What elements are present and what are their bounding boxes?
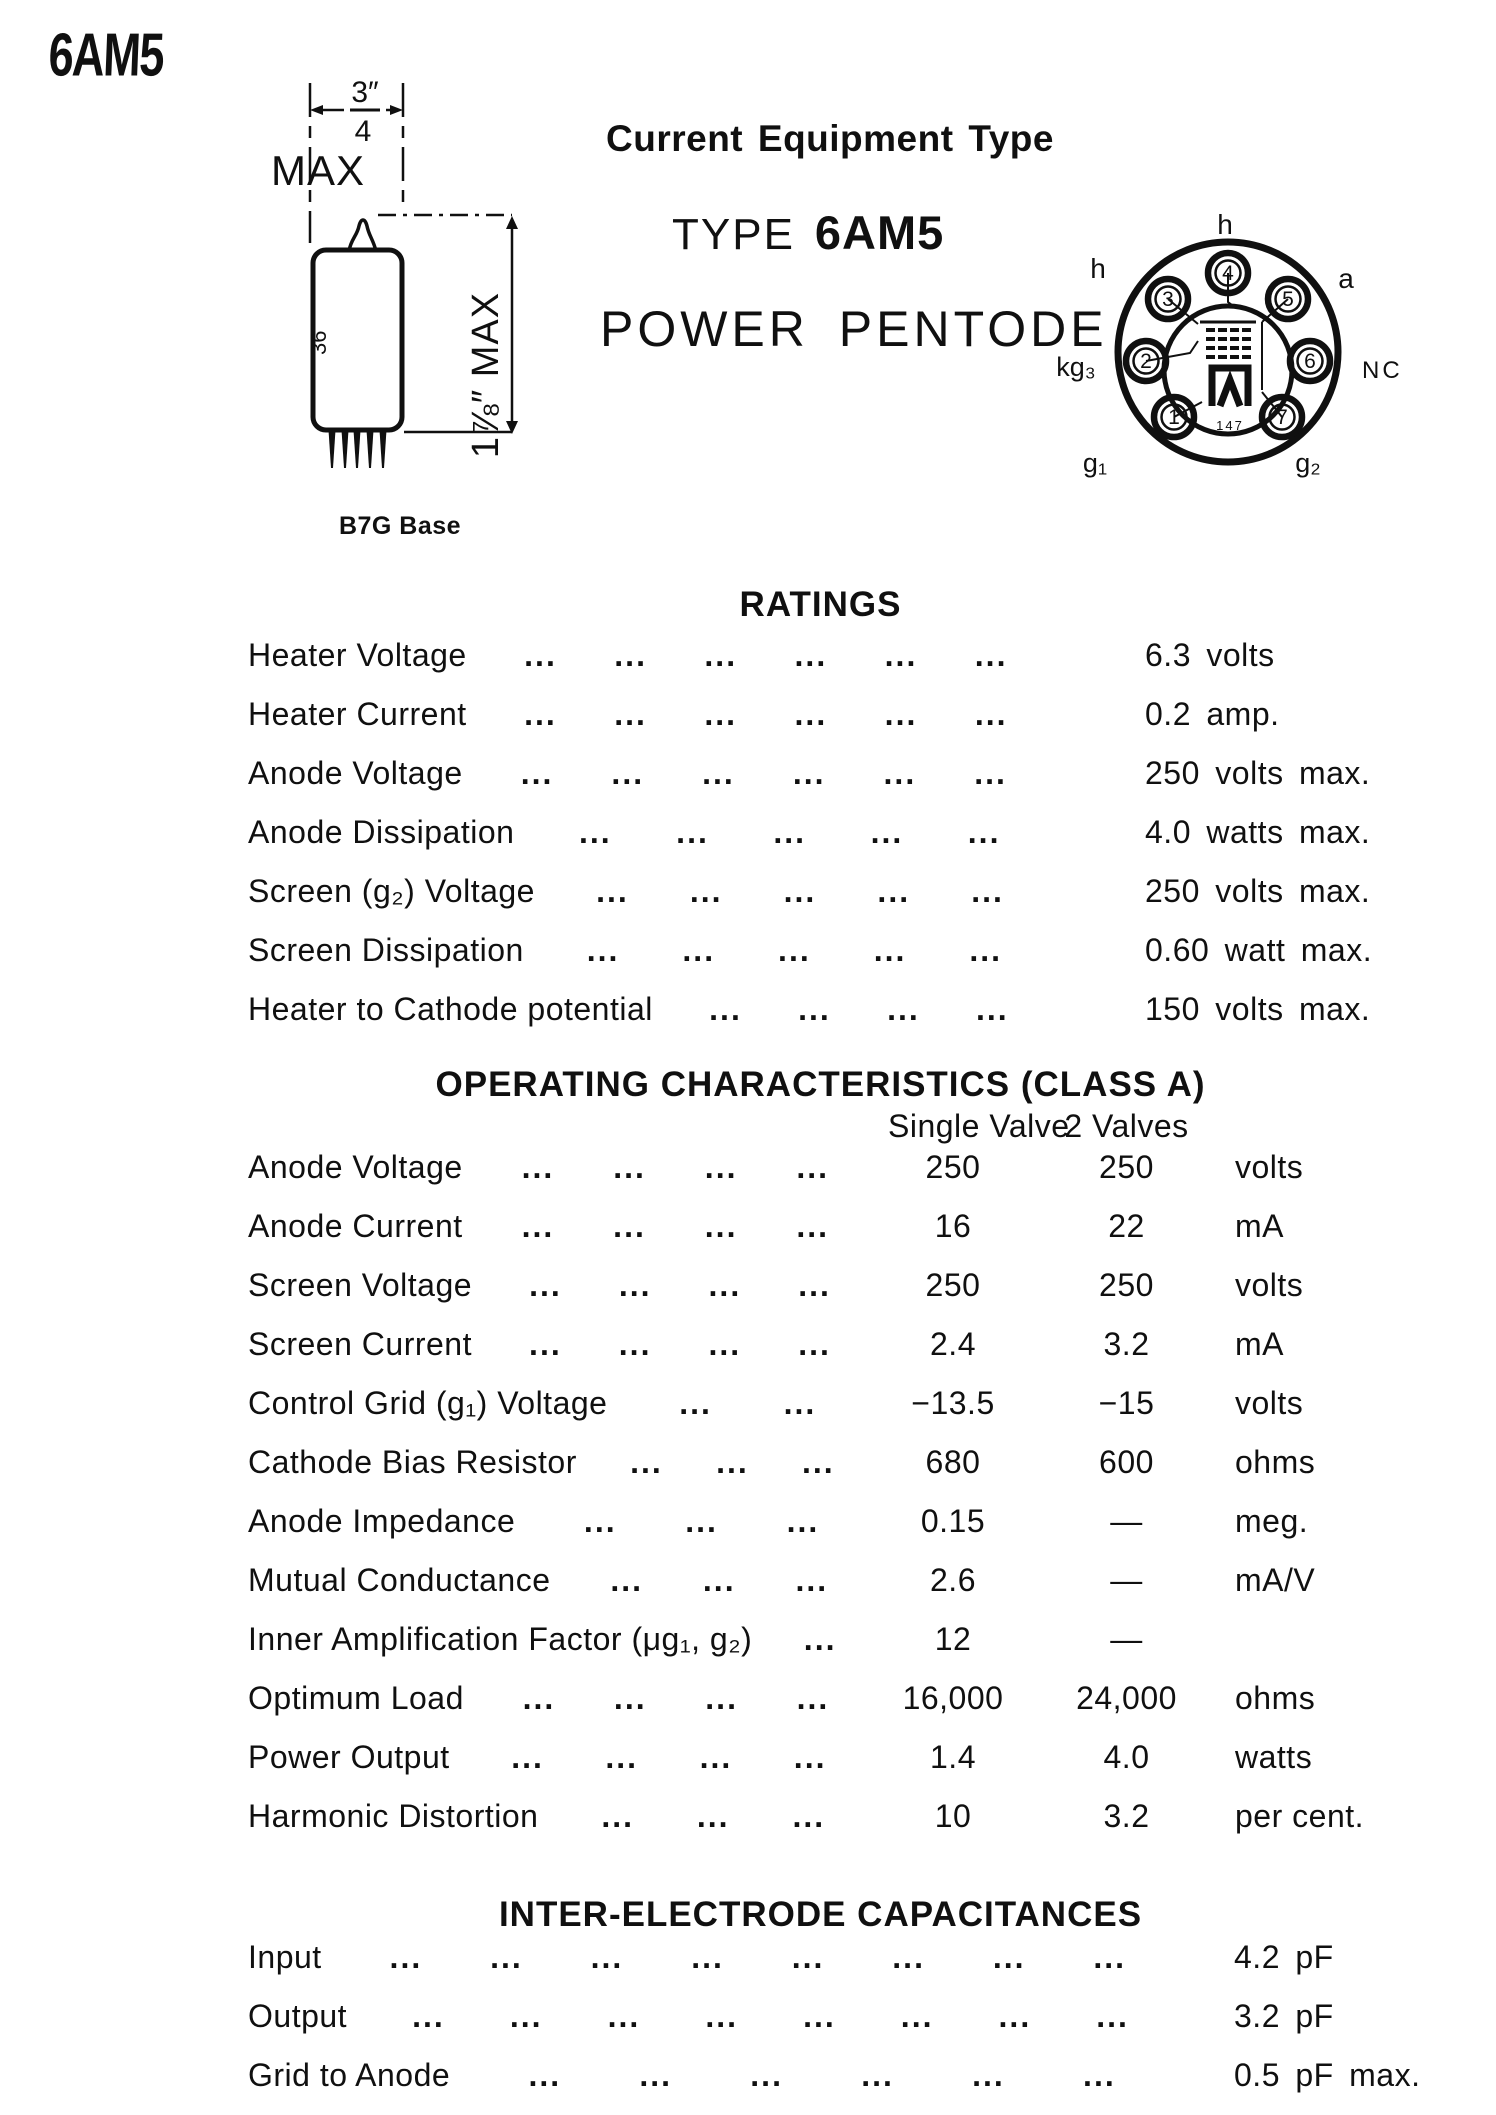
row-label: Output [248, 1998, 348, 2034]
row-label: Anode Current [248, 1208, 463, 1244]
dot-leader: ... [783, 1385, 817, 1421]
dot-leader: ... [590, 1939, 624, 1975]
capacitances-table [248, 1938, 1445, 2094]
row-value: 250 volts max. [1145, 873, 1371, 909]
pin-number: 5 [1282, 288, 1294, 311]
dot-leader: ... [861, 2057, 894, 2093]
dot-leader: ... [613, 1208, 646, 1244]
row-two_valves: 250 [1099, 1149, 1154, 1185]
pin-number: 1 [1168, 406, 1180, 429]
dot-leader: ... [971, 873, 1004, 909]
row-two_valves: — [1110, 1562, 1143, 1598]
dot-leader: ... [691, 1939, 724, 1975]
base-caption: B7G Base [338, 512, 462, 540]
dot-leaders [467, 636, 1065, 674]
table-row [248, 2056, 1445, 2094]
dot-leaders [467, 695, 1065, 733]
row-label: Heater to Cathode potential [248, 991, 653, 1027]
dot-leader: ... [696, 1798, 730, 1834]
dot-leader: ... [873, 932, 907, 968]
row-label: Grid to Anode [248, 2057, 451, 2093]
dot-leaders [653, 990, 1065, 1028]
dot-leader: ... [795, 1562, 829, 1598]
dot-leader: ... [679, 1385, 712, 1421]
dot-leader: ... [618, 1326, 652, 1362]
pin-number: 7 [1276, 406, 1288, 429]
pin-label-heater-top: h [1217, 209, 1233, 240]
dot-leader: ... [521, 1208, 555, 1244]
pin-label-g1: g₁ [1082, 448, 1108, 478]
table-row [248, 1938, 1445, 1976]
pin-label-anode: a [1338, 263, 1354, 294]
row-label: Input [248, 1939, 322, 1975]
dot-leader: ... [613, 1149, 646, 1185]
row-single_valve: 1.4 [930, 1739, 976, 1775]
dot-leader: ... [682, 932, 716, 968]
row-single_valve: 12 [934, 1621, 972, 1657]
row-value: 6.3 volts [1145, 637, 1275, 673]
dot-leaders [450, 2056, 1194, 2094]
row-label: Anode Voltage [248, 1149, 463, 1185]
dot-leaders [472, 1266, 888, 1304]
dimension-arrow [310, 105, 323, 115]
pin-number: 3 [1162, 288, 1174, 311]
table-row [248, 990, 1445, 1028]
dot-leader: ... [796, 1208, 830, 1244]
row-label: Cathode Bias Resistor [248, 1444, 577, 1480]
pin-number: 2 [1140, 350, 1152, 373]
equipment-type-line: Current Equipment Type [606, 118, 1054, 159]
width-dim-numerator: 3″ [351, 76, 379, 109]
row-unit: volts [1235, 1385, 1304, 1421]
row-unit: mA/V [1235, 1562, 1316, 1598]
row-two_valves: −15 [1098, 1385, 1155, 1421]
row-label: Anode Impedance [248, 1503, 516, 1539]
dot-leader: ... [974, 637, 1008, 673]
dot-leader: ... [992, 1939, 1026, 1975]
operating-table [248, 1148, 1445, 1835]
dot-leader: ... [967, 814, 1001, 850]
row-label: Anode Dissipation [248, 814, 515, 850]
dot-leader: ... [750, 2057, 783, 2093]
dot-leader: ... [520, 755, 554, 791]
dot-leader: ... [613, 1680, 647, 1716]
dot-leader: ... [900, 1998, 934, 2034]
row-unit: volts [1235, 1267, 1304, 1303]
capacitances-title: INTER-ELECTRODE CAPACITANCES [498, 1895, 1143, 1934]
dot-leader: ... [778, 932, 811, 968]
dot-leader: ... [1093, 1939, 1127, 1975]
dot-leaders [515, 1502, 888, 1540]
operating-column-headers [248, 1108, 1445, 1144]
row-single_valve: −13.5 [911, 1385, 995, 1421]
pin-label-g2: g₂ [1295, 448, 1321, 478]
table-row [248, 754, 1445, 792]
dot-leader: ... [704, 696, 738, 732]
dot-leader: ... [704, 637, 738, 673]
ratings-title: RATINGS [739, 585, 902, 624]
dot-leader: ... [699, 1739, 733, 1775]
column-header-single-valve: Single Valve [888, 1108, 1070, 1144]
row-unit: mA [1235, 1208, 1284, 1244]
row-unit: meg. [1235, 1503, 1309, 1539]
row-two_valves: 4.0 [1103, 1739, 1150, 1775]
tube-outline-drawing [230, 55, 540, 490]
row-two_valves: 3.2 [1103, 1798, 1150, 1834]
dot-leaders [463, 754, 1065, 792]
dot-leader: ... [1096, 1998, 1129, 2034]
dot-leader: ... [601, 1798, 635, 1834]
dot-leader: ... [618, 1267, 652, 1303]
pin-label-cathode-g3: kg₃ [1056, 352, 1096, 382]
type-line [672, 205, 944, 260]
dot-leader: ... [705, 1680, 738, 1716]
row-single_valve: 16 [934, 1208, 972, 1244]
row-two_valves: 600 [1099, 1444, 1154, 1480]
row-label: Inner Amplification Factor (μg₁, g₂) [248, 1621, 753, 1657]
dot-leader: ... [524, 637, 557, 673]
dot-leaders [322, 1938, 1194, 1976]
row-unit: mA [1235, 1326, 1284, 1362]
row-label: Anode Voltage [248, 755, 463, 791]
dot-leaders [551, 1561, 888, 1599]
dot-leader: ... [389, 1939, 423, 1975]
row-label: Control Grid (g₁) Voltage [248, 1385, 608, 1421]
dot-leader: ... [792, 1798, 826, 1834]
dot-leader: ... [490, 1939, 523, 1975]
table-row [248, 931, 1445, 969]
pin-number: 4 [1222, 262, 1234, 285]
capacitances-section [248, 1895, 1445, 2115]
base-center-marking: 147 [1216, 418, 1244, 433]
row-value: 4.0 watts max. [1145, 814, 1371, 850]
dot-leader: ... [870, 814, 904, 850]
row-unit: watts [1235, 1739, 1313, 1775]
tube-pins [329, 430, 387, 468]
dot-leader: ... [794, 696, 828, 732]
dot-leader: ... [586, 932, 620, 968]
dot-leader: ... [708, 1267, 742, 1303]
row-label: Heater Current [248, 696, 467, 732]
row-two_valves: 250 [1099, 1267, 1154, 1303]
dot-leader: ... [704, 1208, 738, 1244]
table-row [248, 1997, 1445, 2035]
row-single_valve: 2.4 [930, 1326, 976, 1362]
table-row [248, 1620, 1445, 1658]
dot-leader: ... [689, 873, 723, 909]
pin-label-heater-left: h [1090, 253, 1106, 284]
dot-leader: ... [887, 991, 920, 1027]
dot-leader: ... [793, 1739, 827, 1775]
glass-marking: 36 [306, 330, 331, 355]
row-value: 250 volts max. [1145, 755, 1371, 791]
table-row [248, 1797, 1445, 1835]
dot-leader: ... [611, 755, 645, 791]
dot-leader: ... [578, 814, 612, 850]
dot-leader: ... [884, 696, 918, 732]
dot-leader: ... [974, 696, 1008, 732]
ratings-section [248, 585, 1445, 1049]
row-two_valves: — [1110, 1503, 1143, 1539]
width-dim-denominator: 4 [354, 115, 372, 148]
dot-leader: ... [583, 1503, 617, 1539]
row-unit: ohms [1235, 1680, 1316, 1716]
table-row [248, 1561, 1445, 1599]
dot-leader: ... [685, 1503, 718, 1539]
dot-leader: ... [529, 1267, 562, 1303]
dot-leader: ... [798, 1267, 831, 1303]
row-two_valves: 22 [1108, 1208, 1145, 1244]
row-label: Harmonic Distortion [248, 1798, 539, 1834]
dot-leaders [463, 1207, 888, 1245]
dot-leader: ... [783, 873, 817, 909]
row-single_valve: 10 [934, 1798, 972, 1834]
dot-leaders [347, 1997, 1194, 2035]
dot-leader: ... [524, 696, 557, 732]
dot-leader: ... [705, 1998, 738, 2034]
pin-base-diagram [1040, 190, 1410, 490]
pin-number: 6 [1304, 350, 1316, 373]
width-dim-max-label: MAX [270, 147, 366, 194]
dot-leader: ... [509, 1998, 543, 2034]
table-row [248, 1502, 1445, 1540]
pin-label-nc: NC [1362, 357, 1403, 384]
dot-leaders [524, 931, 1065, 969]
row-two_valves: 24,000 [1076, 1680, 1177, 1716]
dot-leader: ... [610, 1562, 644, 1598]
row-single_valve: 0.15 [920, 1503, 986, 1539]
row-single_valve: 16,000 [902, 1680, 1004, 1716]
dot-leader: ... [802, 1444, 835, 1480]
dot-leader: ... [803, 1998, 836, 2034]
dimension-arrow [506, 216, 518, 229]
dot-leader: ... [877, 873, 911, 909]
row-label: Mutual Conductance [248, 1562, 551, 1598]
dot-leaders [577, 1443, 888, 1481]
operating-characteristics-section [248, 1065, 1445, 1856]
dot-leader: ... [883, 755, 917, 791]
dot-leader: ... [639, 2057, 673, 2093]
dot-leaders [464, 1679, 888, 1717]
dot-leader: ... [596, 873, 629, 909]
row-label: Screen (g₂) Voltage [248, 873, 535, 909]
dot-leader: ... [972, 2057, 1005, 2093]
row-label: Power Output [248, 1739, 450, 1775]
dot-leader: ... [892, 1939, 925, 1975]
dot-leader: ... [803, 1621, 837, 1657]
row-single_valve: 250 [925, 1267, 981, 1303]
column-header-two-valves: 2 Valves [1064, 1108, 1189, 1144]
dot-leader: ... [796, 1680, 830, 1716]
dot-leader: ... [791, 1939, 825, 1975]
dot-leaders [607, 1384, 888, 1422]
dot-leader: ... [614, 637, 647, 673]
dot-leader: ... [773, 814, 807, 850]
dot-leader: ... [528, 2057, 562, 2093]
dot-leaders [535, 872, 1065, 910]
table-row [248, 1266, 1445, 1304]
dot-leaders [472, 1325, 888, 1363]
dot-leader: ... [796, 1149, 830, 1185]
row-two_valves: 3.2 [1103, 1326, 1150, 1362]
table-row [248, 872, 1445, 910]
row-label: Screen Voltage [248, 1267, 473, 1303]
row-single_valve: 680 [925, 1444, 981, 1480]
row-value: 0.5 pF max. [1234, 2057, 1421, 2093]
dot-leaders [463, 1148, 888, 1186]
dot-leader: ... [709, 991, 742, 1027]
height-dim-label: 1⅞″ MAX [465, 291, 507, 459]
page-logo: 6AM5 [47, 21, 165, 90]
dot-leader: ... [614, 696, 647, 732]
dot-leader: ... [974, 755, 1007, 791]
dot-leader: ... [704, 1149, 738, 1185]
type-name: 6AM5 [814, 206, 945, 259]
dot-leader: ... [522, 1680, 556, 1716]
dot-leader: ... [607, 1998, 641, 2034]
table-row [248, 1679, 1445, 1717]
dot-leader: ... [798, 991, 831, 1027]
table-row [248, 636, 1445, 674]
row-value: 150 volts max. [1145, 991, 1371, 1027]
dot-leader: ... [511, 1739, 544, 1775]
dot-leader: ... [976, 991, 1009, 1027]
operating-title: OPERATING CHARACTERISTICS (CLASS A) [435, 1065, 1206, 1104]
table-row [248, 1443, 1445, 1481]
table-row [248, 1207, 1445, 1245]
table-row [248, 1384, 1445, 1422]
dot-leader: ... [529, 1326, 562, 1362]
table-row [248, 1148, 1445, 1186]
row-label: Optimum Load [248, 1680, 464, 1716]
row-value: 0.60 watt max. [1145, 932, 1373, 968]
row-two_valves: — [1110, 1621, 1143, 1657]
dot-leader: ... [969, 932, 1002, 968]
row-label: Screen Current [248, 1326, 472, 1362]
table-row [248, 695, 1445, 733]
type-prefix: TYPE [672, 210, 795, 259]
dot-leaders [450, 1738, 888, 1776]
row-unit: volts [1235, 1149, 1304, 1185]
table-row [248, 813, 1445, 851]
row-label: Screen Dissipation [248, 932, 524, 968]
dot-leader: ... [1083, 2057, 1116, 2093]
row-unit: ohms [1235, 1444, 1316, 1480]
dot-leader: ... [884, 637, 918, 673]
dot-leader: ... [998, 1998, 1032, 2034]
dot-leader: ... [702, 755, 735, 791]
device-class-title: POWER PENTODE [600, 301, 1108, 357]
dot-leader: ... [716, 1444, 749, 1480]
row-value: 0.2 amp. [1145, 696, 1280, 732]
row-single_valve: 250 [925, 1149, 981, 1185]
table-row [248, 1325, 1445, 1363]
dot-leader: ... [794, 637, 828, 673]
tube-tip [349, 220, 376, 251]
row-value: 4.2 pF [1234, 1939, 1334, 1975]
dot-leader: ... [412, 1998, 445, 2034]
dot-leader: ... [630, 1444, 663, 1480]
row-single_valve: 2.6 [930, 1562, 976, 1598]
dot-leader: ... [786, 1503, 820, 1539]
dot-leaders [752, 1620, 888, 1658]
row-unit: per cent. [1235, 1798, 1365, 1834]
row-value: 3.2 pF [1234, 1998, 1334, 2034]
dot-leader: ... [702, 1562, 736, 1598]
dot-leader: ... [708, 1326, 742, 1362]
dot-leader: ... [792, 755, 826, 791]
dot-leader: ... [798, 1326, 831, 1362]
table-row [248, 1738, 1445, 1776]
ratings-table [248, 636, 1445, 1028]
dot-leader: ... [521, 1149, 555, 1185]
dot-leader: ... [676, 814, 709, 850]
row-label: Heater Voltage [248, 637, 467, 673]
dot-leader: ... [605, 1739, 639, 1775]
dot-leaders [538, 1797, 888, 1835]
dot-leaders [514, 813, 1065, 851]
dimension-arrow [390, 105, 403, 115]
